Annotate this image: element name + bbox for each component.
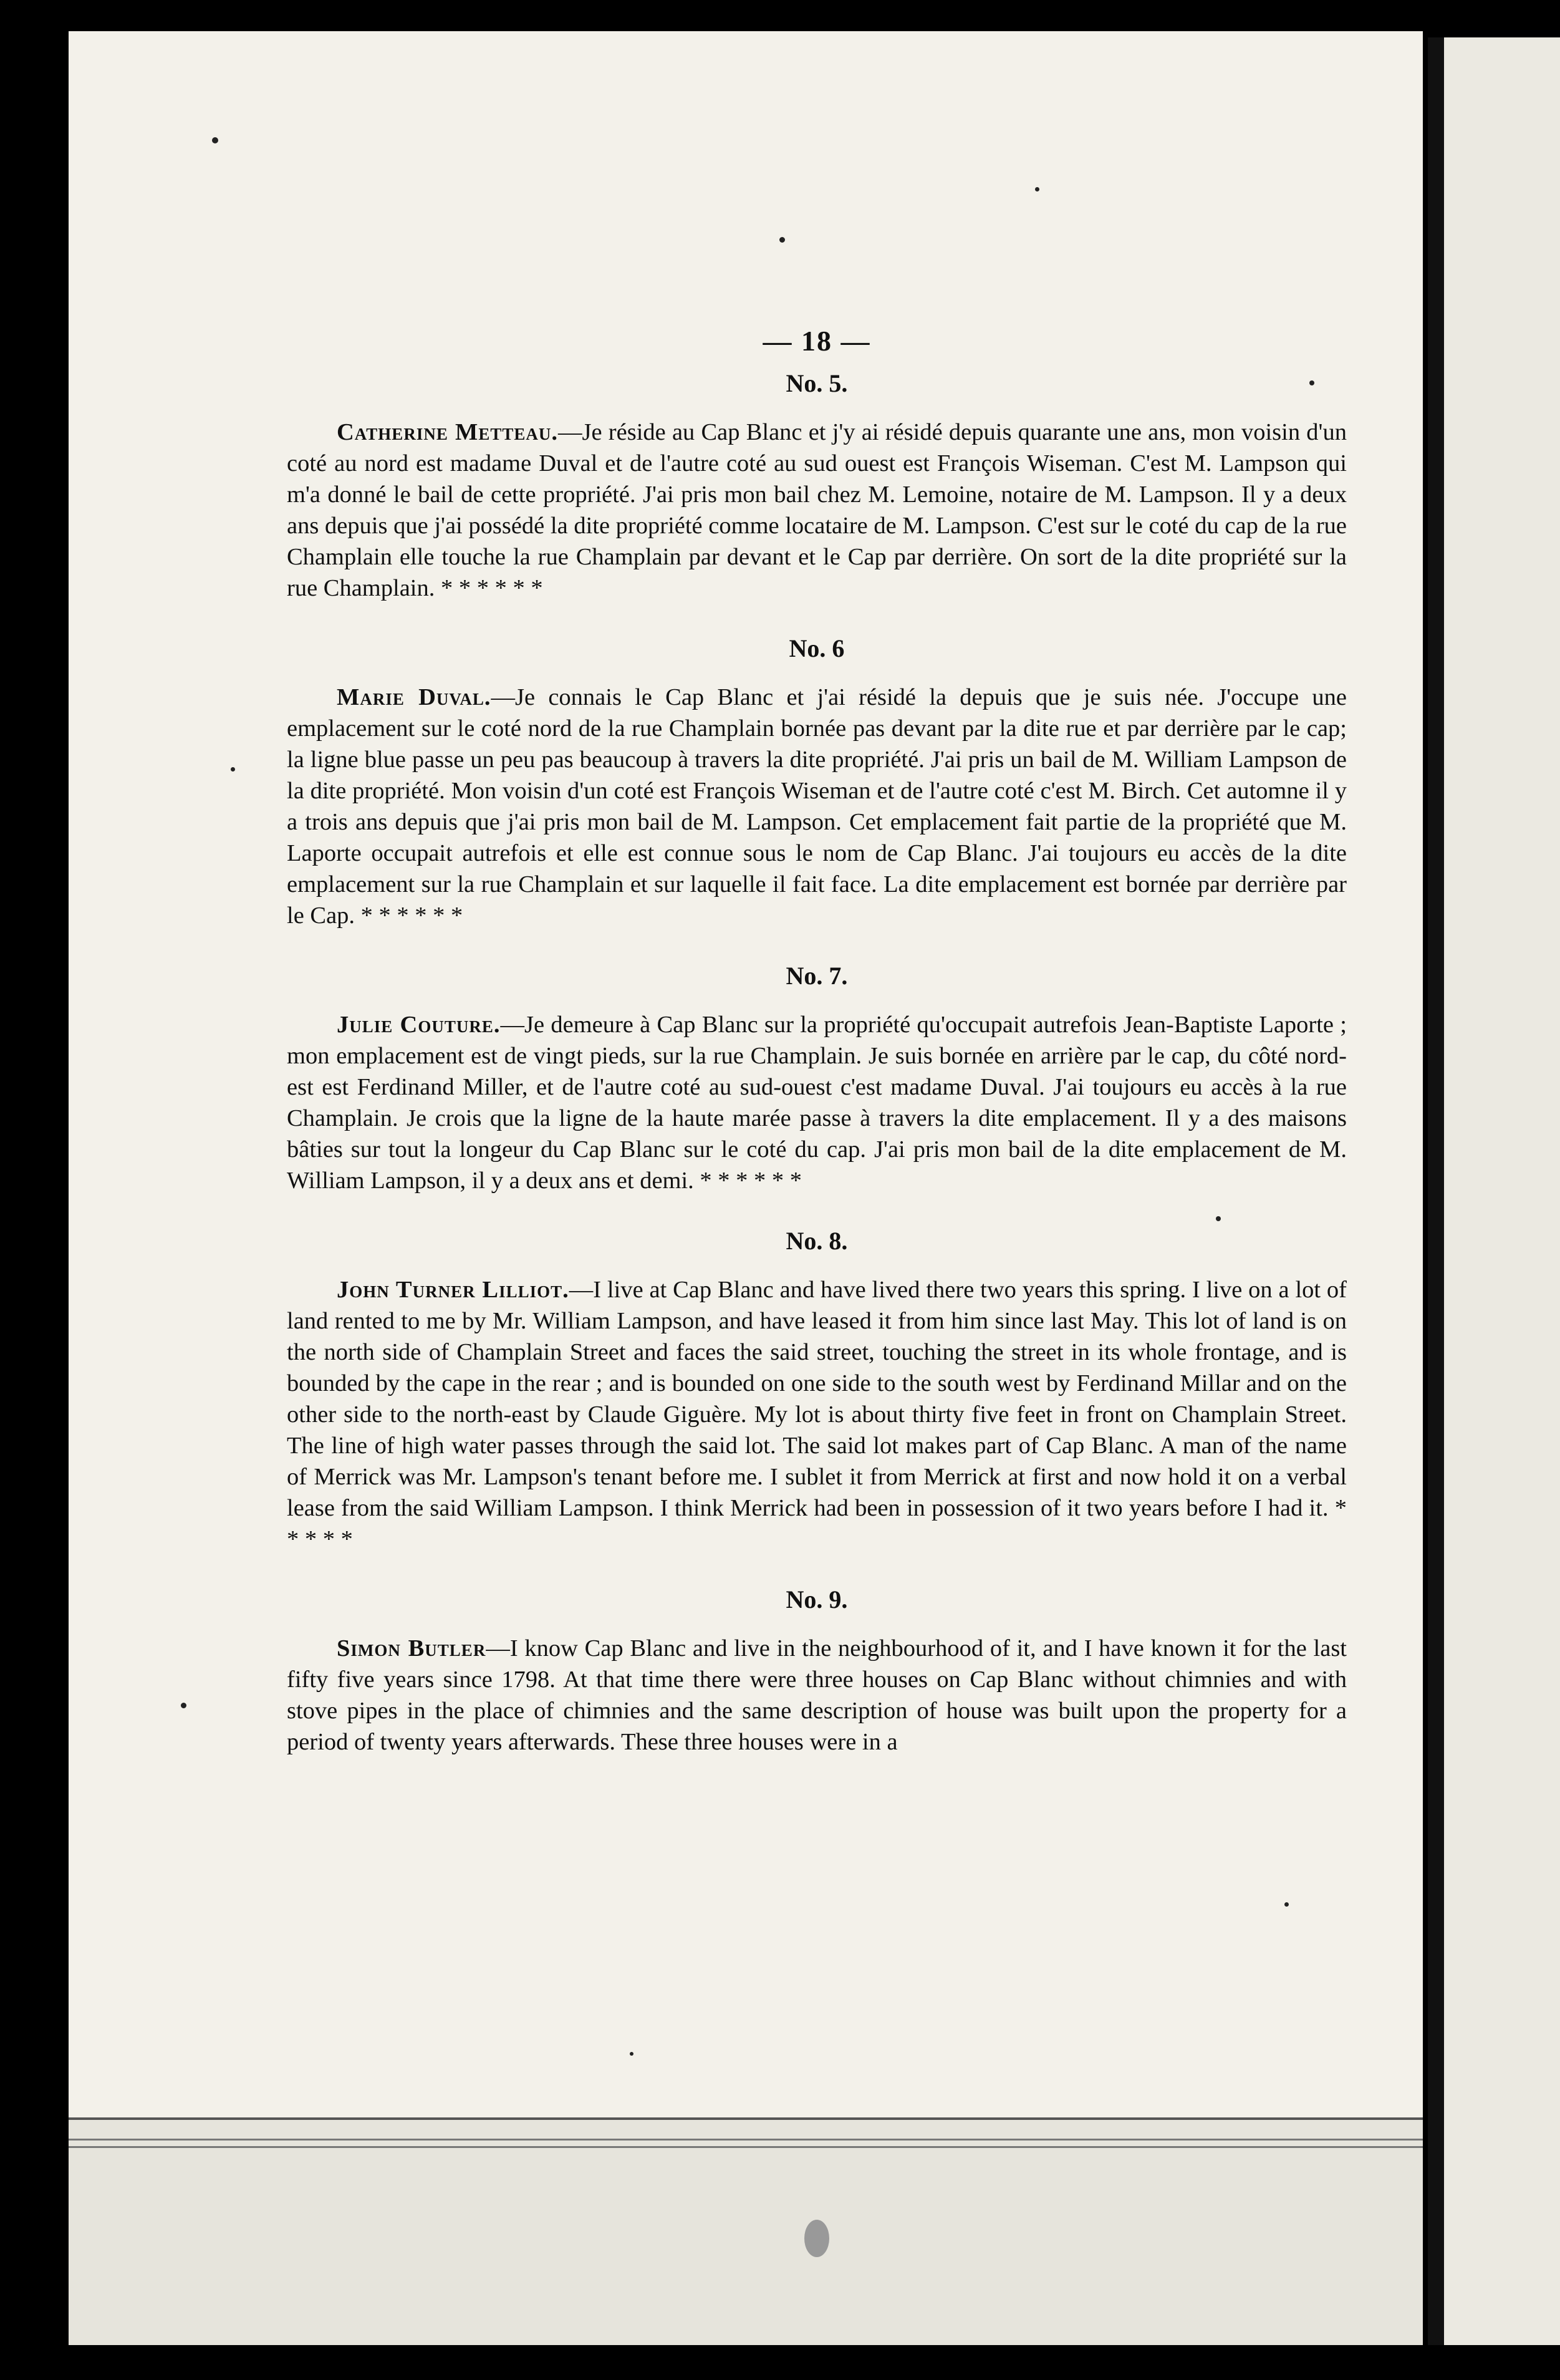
section-heading: No. 8. [786, 1227, 848, 1255]
scan-smudge [804, 2220, 829, 2257]
scan-line [69, 2139, 1423, 2141]
testimony-paragraph [287, 682, 1347, 931]
document-page [69, 31, 1423, 2345]
section-no-8 [287, 1226, 1347, 1555]
section-heading: No. 5. [786, 369, 848, 397]
speaker-name: Simon Butler [337, 1635, 486, 1662]
speaker-name: Marie Duval. [337, 684, 491, 710]
section-no-9 [287, 1585, 1347, 1758]
section-heading: No. 7. [786, 962, 848, 990]
page-number: — 18 — [763, 325, 871, 357]
scan-speck [181, 1703, 186, 1708]
testimony-paragraph [287, 1009, 1347, 1196]
testimony-paragraph [287, 1274, 1347, 1555]
section-heading: No. 9. [786, 1585, 848, 1613]
section-heading: No. 6 [789, 634, 845, 662]
scan-speck [630, 2052, 633, 2056]
scan-speck [1284, 1902, 1289, 1907]
scan-speck [779, 237, 785, 243]
testimony-paragraph [287, 1633, 1347, 1758]
page-content [287, 324, 1347, 1758]
scan-bottom-margin [69, 2117, 1423, 2345]
testimony-text: —Je réside au Cap Blanc et j'y ai résidé depuis quarante une ans, mon voisin d'un coté au nord est madame Duval et de l'autre coté au sud ouest est François Wiseman. C'est M. Lampson qui m'a donné le bail de cette propriété. J'ai pris mon bail chez M. Lemoine, notaire de M. Lampson. Il y a deux ans depuis que j'ai possédé la dite propriété comme locataire de M. Lampson. C'est sur le coté du cap de la rue Champlain elle touche la rue Champlain par devant et le Cap par derrière. On sort de la dite propriété sur la rue Champlain. * * * * * * [287, 419, 1347, 601]
section-no-6 [287, 634, 1347, 931]
adjacent-page-edge [1428, 37, 1560, 2345]
testimony-text: —I live at Cap Blanc and have lived there two years this spring. I live on a lot of land rented to me by Mr. William Lampson, and have leased it from him since last May. This lot of land is on the north side of Champlain Street and faces the said street, touching the street in its whole frontage, and is bounded by the cape in the rear ; and is bounded on one side to the south west by Ferdinand Millar and on the other side to the north-east by Claude Giguère. My lot is about thirty five feet in front on Champlain Street. The line of high water passes through the said lot. The said lot makes part of Cap Blanc. A man of the name of Merrick was Mr. Lampson's tenant before me. I sublet it from Merrick at first and now hold it on a verbal lease from the said William Lampson. I think Merrick had been in possession of it two years before I had it. * * * * * [287, 1277, 1347, 1552]
scan-speck [231, 767, 235, 772]
scan-speck [212, 137, 218, 143]
section-no-7 [287, 961, 1347, 1196]
speaker-name: Catherine Metteau. [337, 419, 559, 445]
scan-speck [1035, 187, 1039, 191]
testimony-text: —Je connais le Cap Blanc et j'ai résidé la depuis que je suis née. J'occupe une emplacement sur le coté nord de la rue Champlain bornée pas devant par la dite rue et par derrière par le cap; la ligne blue passe un peu pas beaucoup à travers la dite propriété. J'ai pris un bail de M. William Lampson de la dite propriété. Mon voisin d'un coté est François Wiseman et de l'autre coté c'est M. Birch. Cet automne il y a trois ans depuis que j'ai pris mon bail de M. Lampson. Cet emplacement fait partie de la propriété que M. Laporte occupait autrefois et elle est connue sous le nom de Cap Blanc. J'ai toujours eu accès de la dite emplacement sur la rue Champlain et sur laquelle il fait face. La dite emplacement est bornée par derrière par le Cap. * * * * * * [287, 684, 1347, 929]
section-no-5 [287, 369, 1347, 604]
testimony-paragraph [287, 417, 1347, 604]
testimony-text: —Je demeure à Cap Blanc sur la propriété qu'occupait autrefois Jean-Baptiste Laporte ; mon emplacement est de vingt pieds, sur la rue Champlain. Je suis bornée en arrière par le cap, du côté nord-est est Ferdinand Miller, et de l'autre coté au sud-ouest c'est madame Duval. J'ai toujours eu accès à la rue Champlain. Je crois que la ligne de la haute marée passe à travers la dite emplacement. Il y a des maisons bâties sur tout la longeur du Cap Blanc sur le coté du cap. J'ai pris mon bail de la dite emplacement de M. William Lampson, il y a deux ans et demi. * * * * * * [287, 1012, 1347, 1194]
speaker-name: John Turner Lilliot. [337, 1277, 569, 1303]
speaker-name: Julie Couture. [337, 1012, 501, 1038]
scan-line [69, 2146, 1423, 2148]
testimony-text: —I know Cap Blanc and live in the neighbourhood of it, and I have known it for the last fifty five years since 1798. At that time there were three houses on Cap Blanc without chimnies and with stove pipes in the place of chimnies and the same description of house was built upon the property for a period of twenty years afterwards. These three houses were in a [287, 1635, 1347, 1755]
